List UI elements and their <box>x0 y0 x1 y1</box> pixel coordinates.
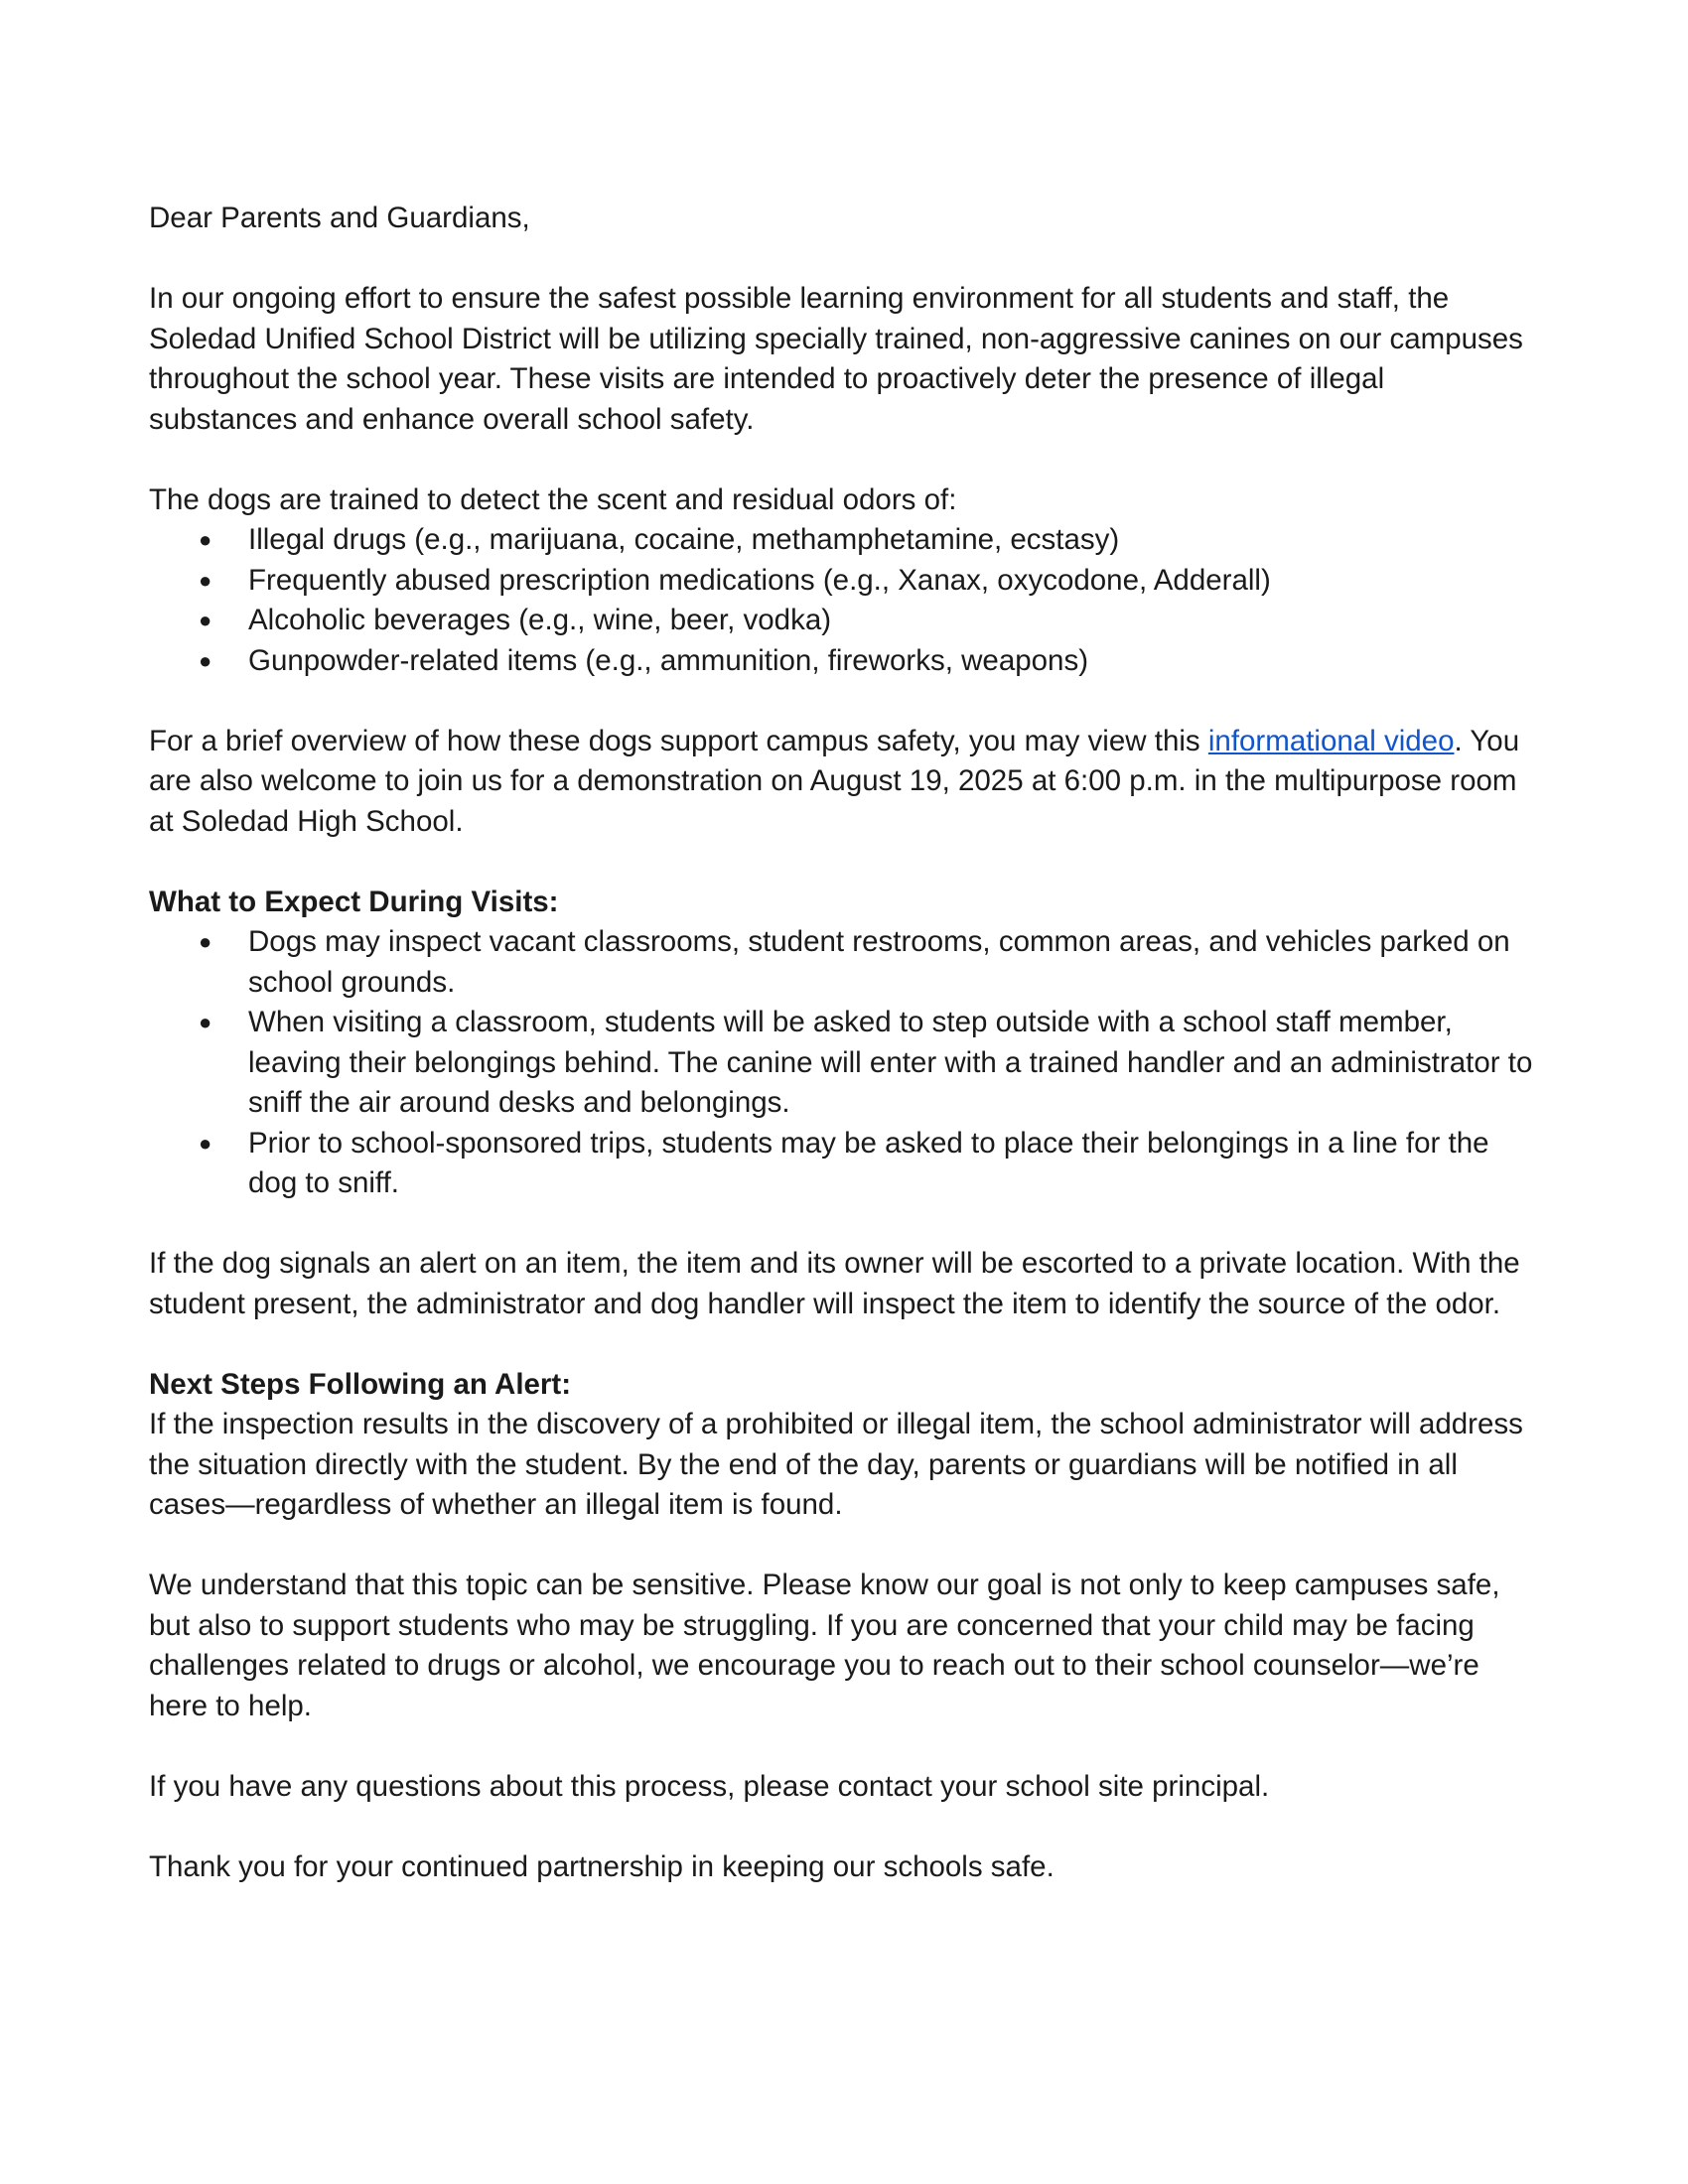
closing-paragraph: Thank you for your continued partnership in keeping our schools safe. <box>149 1849 1055 1883</box>
visits-heading: What to Expect During Visits: <box>149 885 559 918</box>
detection-intro: The dogs are trained to detect the scent and residual odors of: <box>149 482 957 516</box>
list-item <box>149 1124 1539 1204</box>
bullet-icon: ● <box>199 1010 212 1034</box>
intro-paragraph: In our ongoing effort to ensure the safest possible learning environment for all students and staff, the Soledad Unified School District will be utilizing specially trained, non-aggressive canines on our campuses throughout the school year. These visits are intended to proactively deter the presence of illegal substances and enhance overall school safety. <box>149 282 1523 436</box>
video-text-before: For a brief overview of how these dogs support campus safety, you may view this <box>149 724 1208 757</box>
bullet-icon: ● <box>199 647 212 673</box>
list-item-text: Dogs may inspect vacant classrooms, student restrooms, common areas, and vehicles parked on school grounds. <box>248 925 1510 999</box>
list-item <box>149 561 1539 602</box>
list-item-text: Alcoholic beverages (e.g., wine, beer, vodka) <box>248 604 832 636</box>
detection-list <box>149 520 1539 681</box>
video-paragraph <box>149 722 1539 843</box>
alert-paragraph: If the dog signals an alert on an item, the item and its owner will be escorted to a private location. With the student present, the administrator and dog handler will inspect the item to identify the source of the odor. <box>149 1247 1520 1320</box>
list-item-text: When visiting a classroom, students will be asked to step outside with a school staff member, leaving their belongings behind. The canine will enter with a trained handler and an administrator to sniff the air around desks and belongings. <box>248 1006 1533 1119</box>
bullet-icon: ● <box>199 608 212 632</box>
support-paragraph: We understand that this topic can be sensitive. Please know our goal is not only to keep campuses safe, but also to support students who may be struggling. If you are concerned that your child may be facing challenges related to drugs or alcohol, we encourage you to reach out to their school counselor—we’re here to help. <box>149 1569 1500 1722</box>
informational-video-link[interactable]: informational video <box>1207 724 1455 757</box>
list-item <box>149 922 1539 1003</box>
list-item-text: Prior to school-sponsored trips, students may be asked to place their belongings in a line for the dog to sniff. <box>248 1126 1489 1199</box>
salutation: Dear Parents and Guardians, <box>149 202 530 234</box>
list-item-text: Illegal drugs (e.g., marijuana, cocaine, methamphetamine, ecstasy) <box>248 523 1120 556</box>
list-item <box>149 520 1539 561</box>
list-item <box>149 641 1539 682</box>
next-steps-paragraph: If the inspection results in the discovery of a prohibited or illegal item, the school administrator will address the situation directly with the student. By the end of the day, parents or guardians will be notified in all cases—regardless of whether an illegal item is found. <box>149 1408 1523 1521</box>
bullet-icon: ● <box>199 527 212 552</box>
visits-list <box>149 922 1539 1204</box>
next-steps-heading: Next Steps Following an Alert: <box>149 1367 572 1401</box>
video-text-after: . You are also welcome to join us for a demonstration on August 19, 2025 at 6:00 p.m. in the multipurpose room at Soledad High School. <box>149 724 1520 838</box>
list-item-text: Frequently abused prescription medications (e.g., Xanax, oxycodone, Adderall) <box>248 563 1271 597</box>
bullet-icon: ● <box>199 567 212 593</box>
bullet-icon: ● <box>199 1130 212 1156</box>
bullet-icon: ● <box>199 929 212 954</box>
list-item <box>149 1003 1539 1124</box>
letter-body <box>149 199 1539 1928</box>
list-item-text: Gunpowder-related items (e.g., ammunition, fireworks, weapons) <box>248 643 1089 677</box>
questions-paragraph: If you have any questions about this process, please contact your school site principal. <box>149 1769 1270 1803</box>
list-item <box>149 601 1539 641</box>
